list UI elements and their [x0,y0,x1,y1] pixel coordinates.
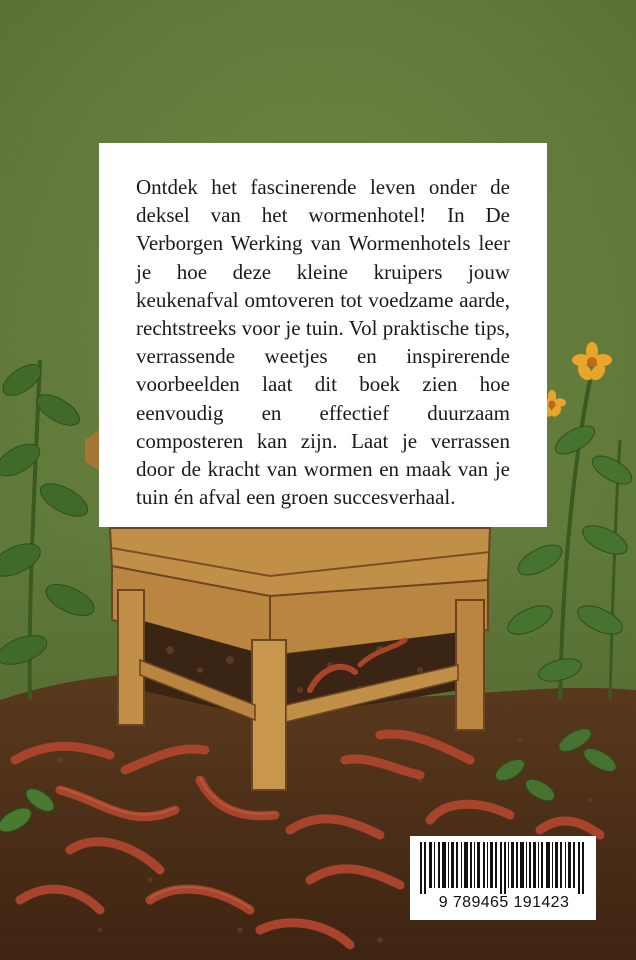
back-cover-blurb: Ontdek het fascinerende leven onder de deksel van het wormenhotel! In De Verborgen Werking van Wormenhotels leer je hoe deze kleine kruipers jouw keukenafval omtoveren tot voedzame aarde, rechtstreeks voor je tuin. Vol praktische tips, verrassende weetjes en inspirerende voorbeelden laat dit boek zien hoe eenvoudig en effectief duurzaam composteren kan zijn. Laat je verrassen door de kracht van wormen en maak van je tuin én afval een groen succesverhaal. [136,175,510,510]
blurb-box [99,143,547,527]
isbn-number: 9 789465 191423 [438,894,570,911]
barcode-bars-icon [420,842,586,894]
isbn-barcode [410,836,596,920]
